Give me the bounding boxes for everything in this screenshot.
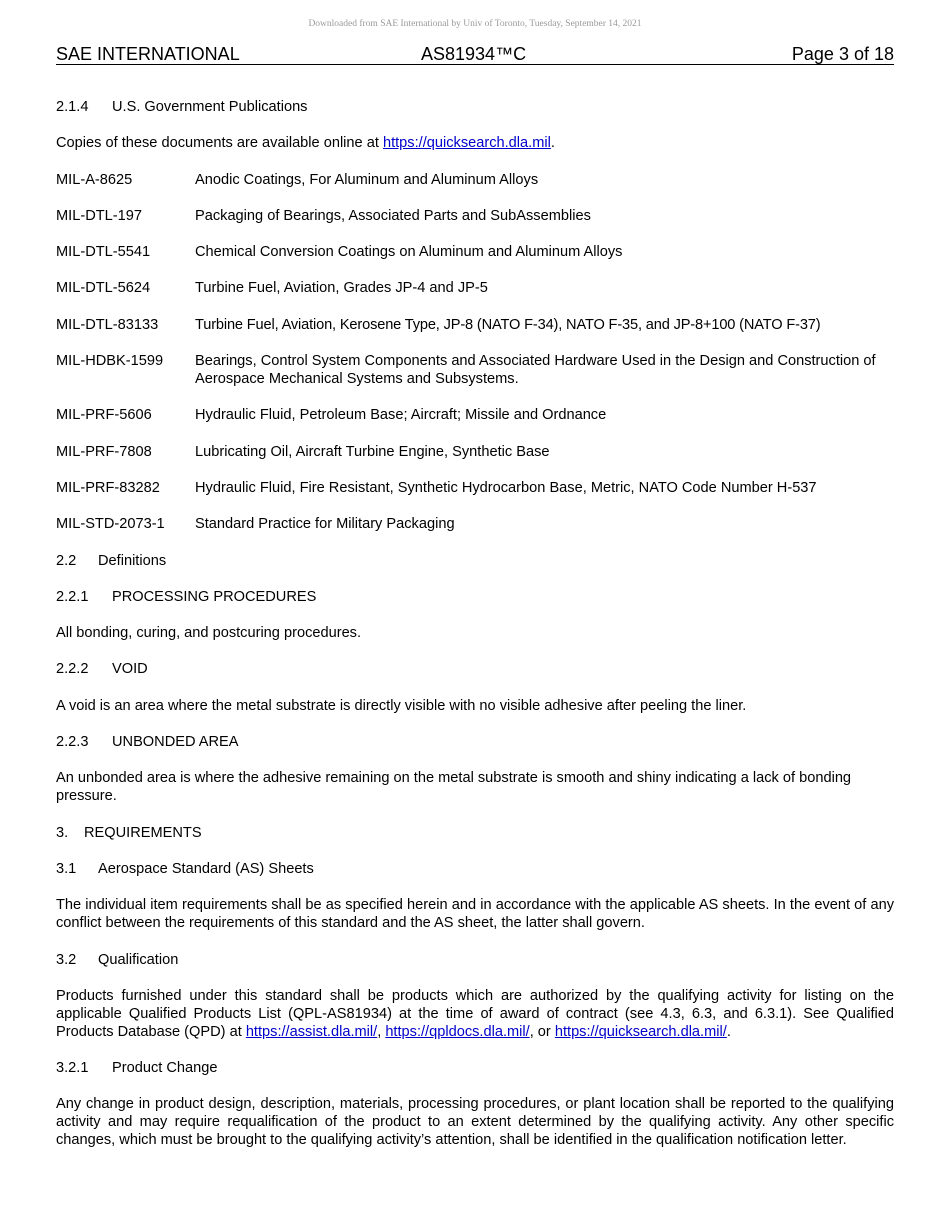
qualification-suffix: . xyxy=(726,1023,731,1040)
reference-code: MIL-HDBK-1599 xyxy=(56,353,164,370)
section-2-1-4-intro xyxy=(56,134,894,152)
link-separator: , or xyxy=(529,1023,555,1040)
reference-title: Hydraulic Fluid, Fire Resistant, Synthetic Hydrocarbon Base, Metric, NATO Code Number H-537 xyxy=(195,479,817,496)
section-number: 3.1 xyxy=(56,860,77,877)
section-number: 2.2.1 xyxy=(56,588,89,605)
reference-title: Packaging of Bearings, Associated Parts and SubAssemblies xyxy=(195,207,591,224)
section-3-2-heading xyxy=(56,951,894,969)
reference-row xyxy=(56,316,894,334)
section-2-2-3-text: An unbonded area is where the adhesive remaining on the metal substrate is smooth and shiny indicating a lack of bonding pressure. xyxy=(56,770,852,805)
reference-title: Turbine Fuel, Aviation, Grades JP-4 and JP-5 xyxy=(195,280,488,297)
reference-code: MIL-STD-2073-1 xyxy=(56,516,165,533)
header-document-id: AS81934™C xyxy=(421,44,527,64)
section-title: REQUIREMENTS xyxy=(84,824,202,841)
section-title: U.S. Government Publications xyxy=(112,99,308,115)
reference-code: MIL-DTL-5624 xyxy=(56,280,151,297)
section-title: UNBONDED AREA xyxy=(112,734,239,751)
reference-code: MIL-A-8625 xyxy=(56,171,133,188)
reference-row xyxy=(56,479,894,497)
section-3-2-1-text: Any change in product design, description, materials, processing procedures, or plant location shall be reported to the qualifying activity and may require requalification of the product to an extent determined by the qualifying activity. Any other specific changes, which must be brought to the qualifying activity’s attention, shall be identified in the qualification notification letter. xyxy=(56,1096,894,1149)
reference-row xyxy=(56,279,894,297)
section-number: 2.1.4 xyxy=(56,99,89,115)
header-organization: SAE INTERNATIONAL xyxy=(56,44,240,64)
reference-row xyxy=(56,352,894,388)
assist-link[interactable]: https://assist.dla.mil/ xyxy=(245,1023,378,1040)
reference-row xyxy=(56,515,894,533)
reference-code: MIL-PRF-5606 xyxy=(56,407,152,424)
reference-code: MIL-DTL-197 xyxy=(56,207,142,224)
reference-code: MIL-PRF-7808 xyxy=(56,443,152,460)
reference-row xyxy=(56,443,894,461)
section-number: 3.2 xyxy=(56,951,77,968)
section-title: PROCESSING PROCEDURES xyxy=(112,588,317,605)
page-header xyxy=(56,44,894,65)
section-3-1-heading xyxy=(56,860,894,878)
reference-code: MIL-DTL-5541 xyxy=(56,244,151,261)
section-3-1-text: The individual item requirements shall be as specified herein and in accordance with the applicable AS sheets. In the event of any conflict between the requirements of this standard and the AS sheet, the latter shall govern. xyxy=(56,897,894,932)
reference-code: MIL-DTL-83133 xyxy=(56,316,159,333)
section-2-2-3-heading xyxy=(56,733,894,751)
section-number: 2.2 xyxy=(56,552,77,569)
section-3-heading xyxy=(56,824,894,842)
download-watermark: Downloaded from SAE International by Univ of Toronto, Tuesday, September 14, 2021 xyxy=(308,19,642,29)
section-number: 2.2.3 xyxy=(56,734,89,751)
section-2-1-4-heading xyxy=(56,98,894,116)
section-number: 3.2.1 xyxy=(56,1060,89,1077)
document-body xyxy=(56,98,894,1168)
section-2-2-2-text: A void is an area where the metal substrate is directly visible with no visible adhesive after peeling the liner. xyxy=(56,697,747,714)
reference-row xyxy=(56,171,894,189)
qualification-text: Products furnished under this standard shall be products which are authorized by the qualifying activity for listing on the applicable Qualified Products List (QPL-AS81934) at the time of award of contract (see 4.3, 6.3, and 6.3.1). See Qualified Products Database (QPD) at xyxy=(56,987,894,1040)
section-number: 3. xyxy=(56,824,69,841)
reference-code: MIL-PRF-83282 xyxy=(56,479,160,496)
reference-row xyxy=(56,406,894,424)
section-3-2-1-heading xyxy=(56,1059,894,1077)
section-2-2-2-heading xyxy=(56,660,894,678)
quicksearch-link-2[interactable]: https://quicksearch.dla.mil/ xyxy=(554,1023,727,1040)
reference-title: Hydraulic Fluid, Petroleum Base; Aircraft; Missile and Ordnance xyxy=(195,407,607,424)
section-2-2-heading xyxy=(56,552,894,570)
section-title: Aerospace Standard (AS) Sheets xyxy=(98,860,314,877)
section-3-2-text xyxy=(56,987,894,1041)
reference-title: Turbine Fuel, Aviation, Kerosene Type, JP-8 (NATO F-34), NATO F-35, and JP-8+100 (NATO F-37) xyxy=(195,316,821,333)
section-title: Qualification xyxy=(98,951,179,968)
section-2-2-1-text: All bonding, curing, and postcuring procedures. xyxy=(56,625,362,642)
reference-row xyxy=(56,243,894,261)
reference-title: Lubricating Oil, Aircraft Turbine Engine, Synthetic Base xyxy=(195,443,550,460)
reference-title: Chemical Conversion Coatings on Aluminum and Aluminum Alloys xyxy=(195,244,623,261)
reference-title: Anodic Coatings, For Aluminum and Aluminum Alloys xyxy=(195,171,539,188)
intro-suffix: . xyxy=(550,135,555,152)
reference-title: Standard Practice for Military Packaging xyxy=(195,516,455,533)
header-page-number: Page 3 of 18 xyxy=(791,44,894,64)
link-separator: , xyxy=(377,1023,386,1040)
section-title: VOID xyxy=(112,661,148,678)
intro-text: Copies of these documents are available online at xyxy=(56,135,383,152)
reference-row xyxy=(56,207,894,225)
section-2-2-1-heading xyxy=(56,588,894,606)
section-title: Product Change xyxy=(112,1060,218,1077)
reference-title: Bearings, Control System Components and Associated Hardware Used in the Design and Construction of Aerospace Mechanical Systems and Subsystems. xyxy=(195,353,876,388)
quicksearch-link[interactable]: https://quicksearch.dla.mil xyxy=(382,135,551,152)
qpldocs-link[interactable]: https://qpldocs.dla.mil/ xyxy=(385,1023,530,1040)
section-number: 2.2.2 xyxy=(56,661,89,678)
section-title: Definitions xyxy=(98,552,167,569)
